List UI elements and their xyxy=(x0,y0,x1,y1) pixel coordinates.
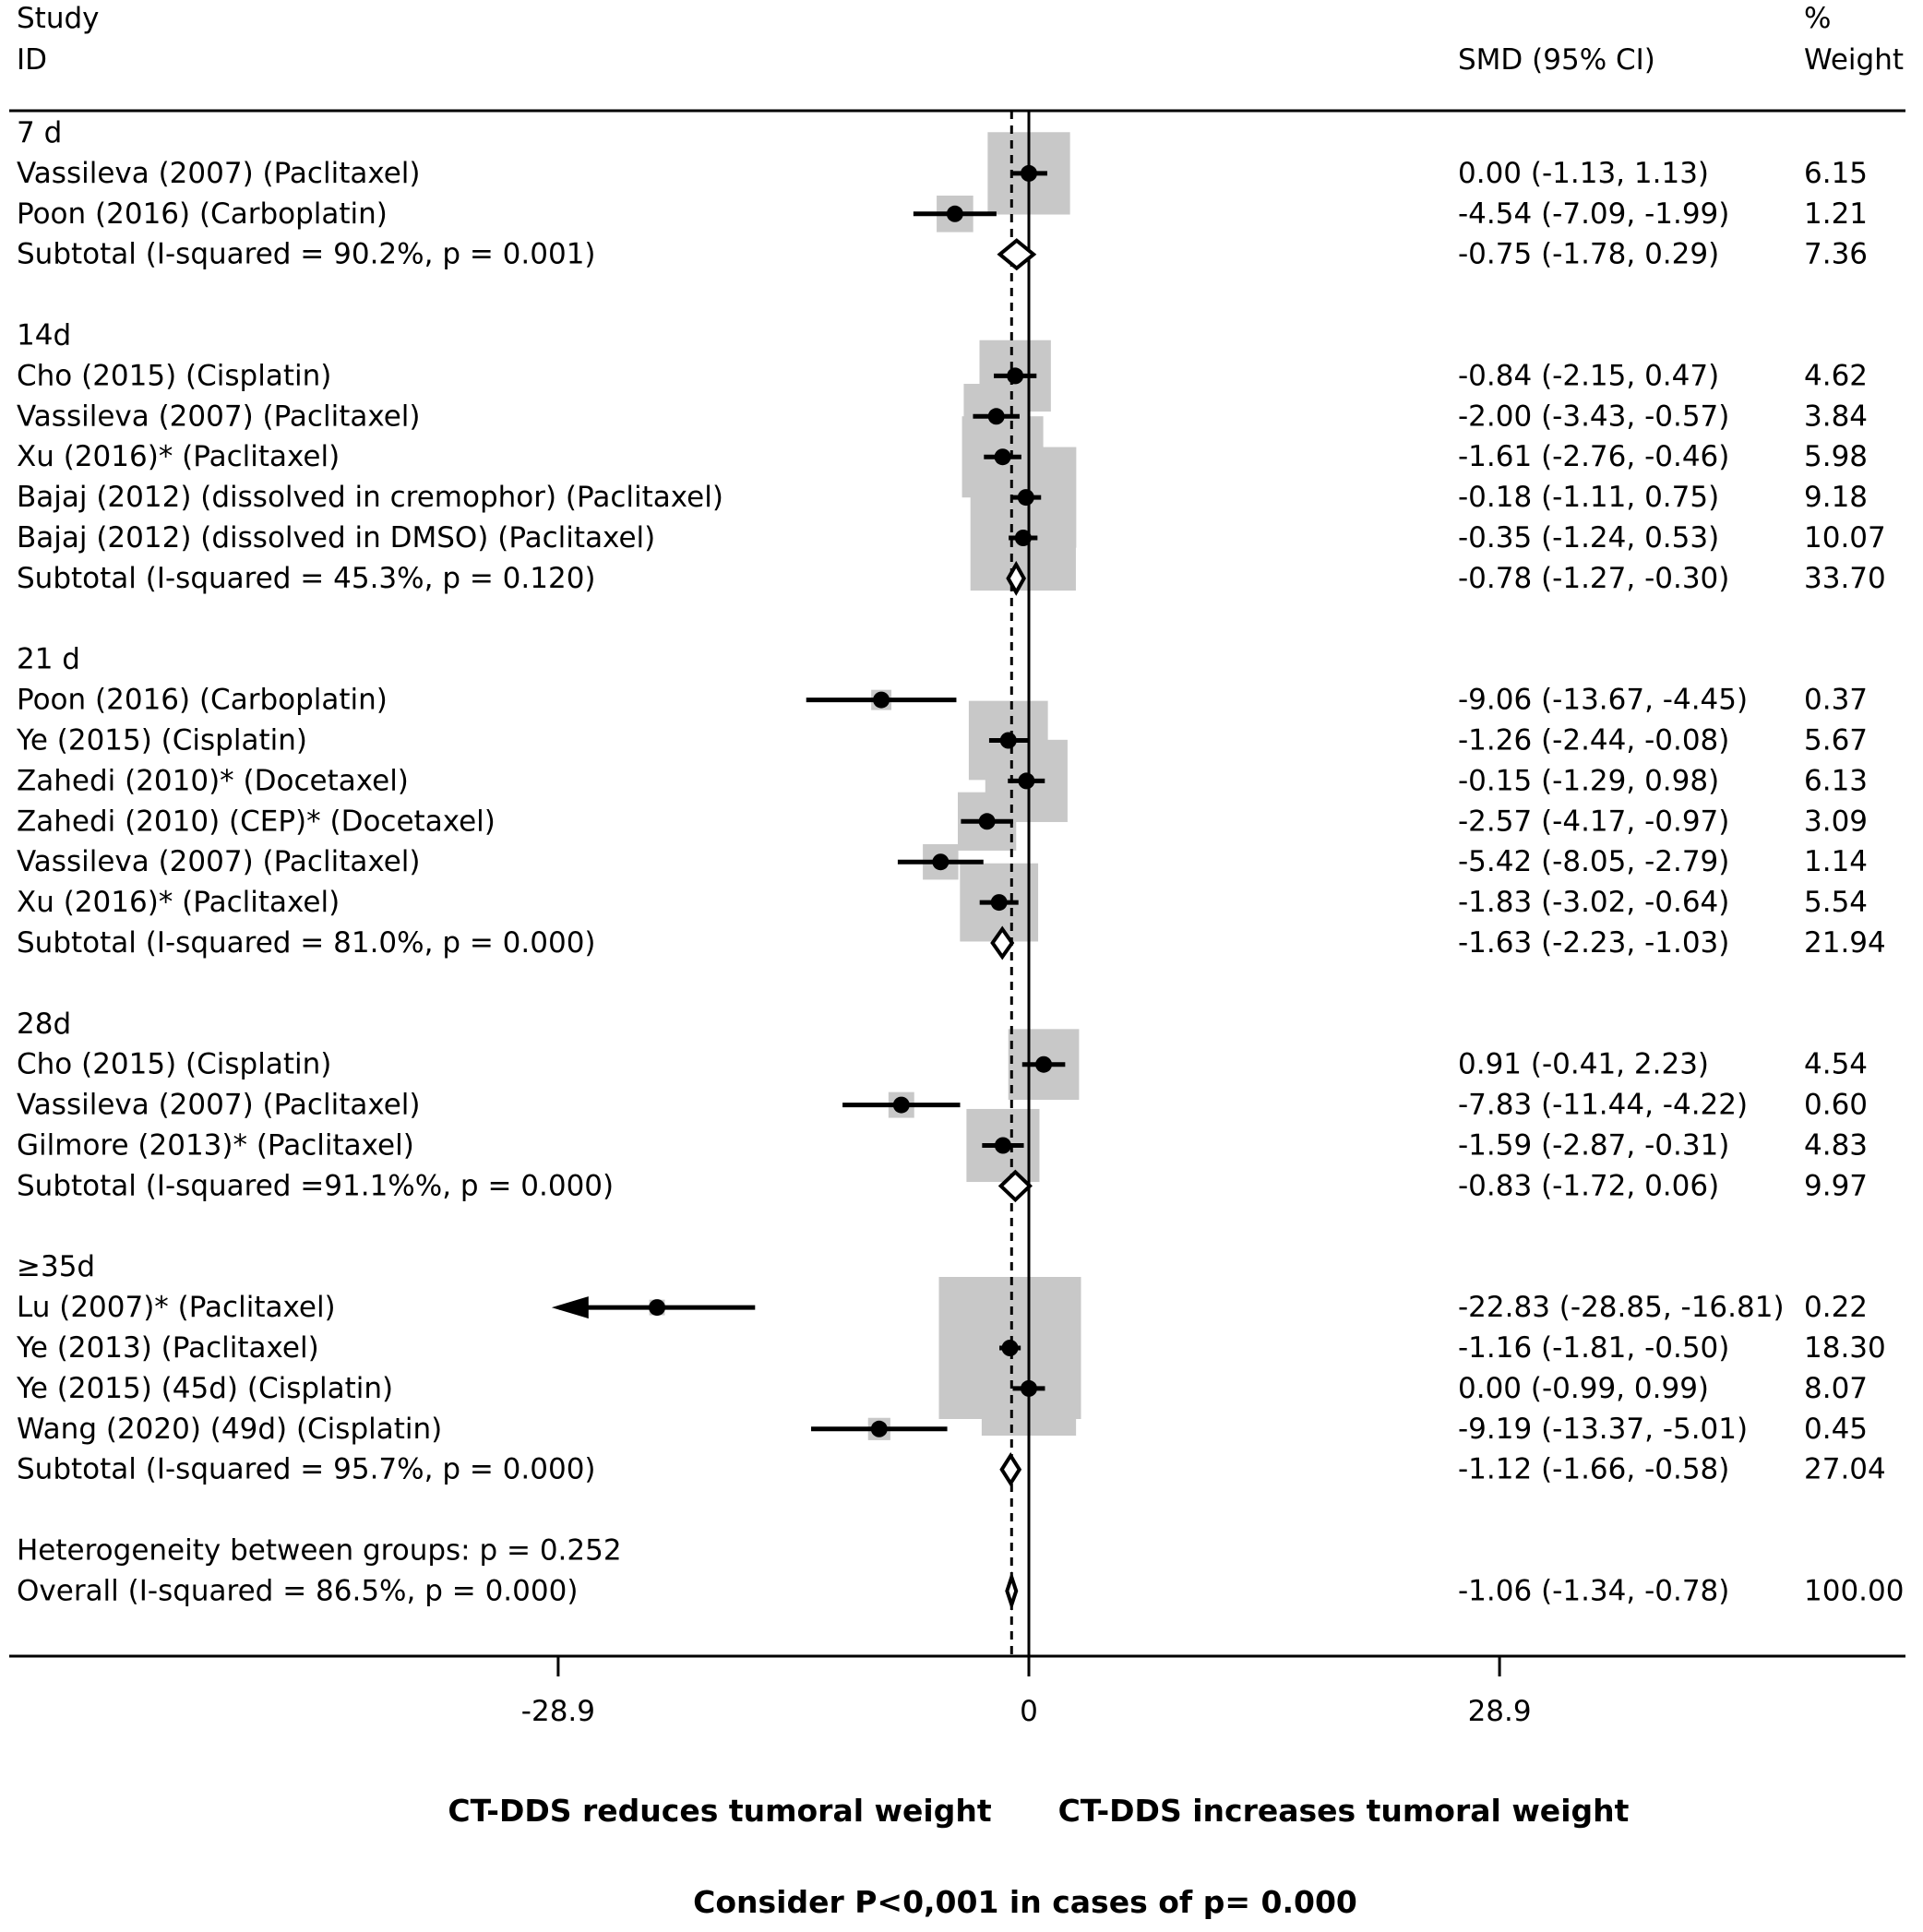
point-estimate xyxy=(988,408,1005,424)
ci-value: -0.75 (-1.78, 0.29) xyxy=(1458,237,1720,271)
study-label: Xu (2016)* (Paclitaxel) xyxy=(17,886,340,920)
study-label: Ye (2015) (Cisplatin) xyxy=(17,723,307,757)
point-estimate xyxy=(1015,530,1032,546)
weight-boxes xyxy=(650,132,1081,1440)
study-label: Poon (2016) (Carboplatin) xyxy=(17,197,388,231)
weight-value: 5.67 xyxy=(1804,723,1869,757)
point-estimate xyxy=(871,1421,888,1437)
ci-value: -1.16 (-1.81, -0.50) xyxy=(1458,1331,1730,1365)
ci-value: -9.19 (-13.37, -5.01) xyxy=(1458,1412,1749,1446)
weight-header-line2: Weight xyxy=(1804,43,1905,77)
ci-value: -4.54 (-7.09, -1.99) xyxy=(1458,197,1730,231)
study-label: Cho (2015) (Cisplatin) xyxy=(17,1047,332,1081)
study-label: Xu (2016)* (Paclitaxel) xyxy=(17,440,340,474)
study-header-line2: ID xyxy=(17,43,48,77)
point-estimate xyxy=(893,1097,910,1114)
study-header-line1: Study xyxy=(17,2,100,35)
study-label: Subtotal (I-squared =91.1%%, p = 0.000) xyxy=(17,1169,615,1203)
group-label: 21 d xyxy=(17,642,80,676)
point-estimate xyxy=(649,1299,665,1316)
point-estimate xyxy=(1007,367,1023,384)
study-label: Subtotal (I-squared = 45.3%, p = 0.120) xyxy=(17,561,596,595)
point-estimate xyxy=(991,894,1008,911)
weight-value: 0.45 xyxy=(1804,1412,1869,1446)
point-estimate xyxy=(979,813,996,829)
point-estimate xyxy=(1021,1380,1037,1397)
point-estimate xyxy=(995,448,1011,465)
ci-value: -7.83 (-11.44, -4.22) xyxy=(1458,1088,1749,1122)
weight-value: 10.07 xyxy=(1804,521,1886,555)
weight-value: 21.94 xyxy=(1804,926,1886,960)
point-estimate xyxy=(947,206,963,222)
ci-value: 0.91 (-0.41, 2.23) xyxy=(1458,1047,1710,1081)
weight-value: 4.83 xyxy=(1804,1128,1869,1163)
ci-value: -0.83 (-1.72, 0.06) xyxy=(1458,1169,1720,1203)
right-direction-label: CT-DDS increases tumoral weight xyxy=(1057,1793,1630,1829)
weight-value: 0.37 xyxy=(1804,683,1869,717)
weight-value: 5.54 xyxy=(1804,886,1869,920)
left-direction-label: CT-DDS reduces tumoral weight xyxy=(448,1793,992,1829)
study-label: Gilmore (2013)* (Paclitaxel) xyxy=(17,1128,414,1163)
x-tick-label: 28.9 xyxy=(1467,1695,1532,1728)
study-label: Zahedi (2010) (CEP)* (Docetaxel) xyxy=(17,805,496,839)
weight-value: 33.70 xyxy=(1804,561,1886,595)
study-label: Overall (I-squared = 86.5%, p = 0.000) xyxy=(17,1574,579,1608)
ci-value: -0.35 (-1.24, 0.53) xyxy=(1458,521,1720,555)
point-estimate xyxy=(1018,489,1034,506)
ci-value: 0.00 (-1.13, 1.13) xyxy=(1458,156,1710,190)
point-estimate xyxy=(1018,772,1034,789)
ci-value: -1.59 (-2.87, -0.31) xyxy=(1458,1128,1730,1163)
study-label: Bajaj (2012) (dissolved in cremophor) (Paclitaxel) xyxy=(17,481,723,515)
weight-value: 0.22 xyxy=(1804,1291,1869,1325)
point-estimate xyxy=(873,692,890,709)
weight-value: 4.54 xyxy=(1804,1047,1869,1081)
point-estimate xyxy=(1035,1056,1052,1073)
ci-value: -1.63 (-2.23, -1.03) xyxy=(1458,926,1730,960)
ci-value: -0.84 (-2.15, 0.47) xyxy=(1458,359,1720,393)
weight-value: 5.98 xyxy=(1804,440,1869,474)
weight-value: 9.97 xyxy=(1804,1169,1869,1203)
point-estimate xyxy=(995,1138,1011,1154)
group-label: ≥35d xyxy=(17,1250,96,1284)
weight-value: 27.04 xyxy=(1804,1452,1886,1486)
heterogeneity-text: Heterogeneity between groups: p = 0.252 xyxy=(17,1533,622,1568)
weight-value: 3.09 xyxy=(1804,805,1869,839)
study-label: Vassileva (2007) (Paclitaxel) xyxy=(17,156,421,190)
ci-value: -2.00 (-3.43, -0.57) xyxy=(1458,400,1730,434)
ci-value: -1.06 (-1.34, -0.78) xyxy=(1458,1574,1730,1608)
x-tick-label: -28.9 xyxy=(520,1695,596,1728)
point-estimate xyxy=(1002,1340,1019,1356)
study-label: Ye (2013) (Paclitaxel) xyxy=(17,1331,319,1365)
weight-header-line1: % xyxy=(1804,2,1832,35)
study-label: Cho (2015) (Cisplatin) xyxy=(17,359,332,393)
study-label: Subtotal (I-squared = 90.2%, p = 0.001) xyxy=(17,237,596,271)
ci-value: -1.61 (-2.76, -0.46) xyxy=(1458,440,1730,474)
study-label: Subtotal (I-squared = 81.0%, p = 0.000) xyxy=(17,926,596,960)
study-label: Zahedi (2010)* (Docetaxel) xyxy=(17,764,409,798)
x-tick-label: 0 xyxy=(1020,1695,1038,1728)
study-label: Poon (2016) (Carboplatin) xyxy=(17,683,388,717)
group-label: 28d xyxy=(17,1007,72,1041)
study-label: Bajaj (2012) (dissolved in DMSO) (Paclitaxel) xyxy=(17,521,656,555)
weight-value: 4.62 xyxy=(1804,359,1869,393)
ci-value: 0.00 (-0.99, 0.99) xyxy=(1458,1371,1710,1405)
study-label: Subtotal (I-squared = 95.7%, p = 0.000) xyxy=(17,1452,596,1486)
pooled-diamond xyxy=(1002,1456,1020,1484)
weight-value: 1.21 xyxy=(1804,197,1869,231)
footnote: Consider P<0,001 in cases of p= 0.000 xyxy=(693,1884,1357,1920)
study-label: Lu (2007)* (Paclitaxel) xyxy=(17,1291,336,1325)
ci-value: -5.42 (-8.05, -2.79) xyxy=(1458,845,1730,879)
weight-value: 6.13 xyxy=(1804,764,1869,798)
weight-value: 18.30 xyxy=(1804,1331,1886,1365)
ci-value: -22.83 (-28.85, -16.81) xyxy=(1458,1291,1785,1325)
weight-value: 8.07 xyxy=(1804,1371,1869,1405)
ci-arrow xyxy=(552,1296,589,1318)
weight-value: 0.60 xyxy=(1804,1088,1869,1122)
weight-value: 100.00 xyxy=(1804,1574,1905,1608)
ci-value: -1.12 (-1.66, -0.58) xyxy=(1458,1452,1730,1486)
study-label: Vassileva (2007) (Paclitaxel) xyxy=(17,400,421,434)
weight-value: 3.84 xyxy=(1804,400,1869,434)
point-estimate xyxy=(932,853,949,870)
group-label: 14d xyxy=(17,318,72,352)
ci-value: -0.78 (-1.27, -0.30) xyxy=(1458,561,1730,595)
ci-value: -0.15 (-1.29, 0.98) xyxy=(1458,764,1720,798)
weight-value: 7.36 xyxy=(1804,237,1869,271)
smd-header: SMD (95% CI) xyxy=(1458,43,1655,77)
point-estimate xyxy=(1000,733,1017,749)
ci-value: -0.18 (-1.11, 0.75) xyxy=(1458,481,1720,515)
ci-value: -1.83 (-3.02, -0.64) xyxy=(1458,886,1730,920)
x-axis xyxy=(521,1656,1532,1728)
ci-value: -1.26 (-2.44, -0.08) xyxy=(1458,723,1730,757)
study-label: Vassileva (2007) (Paclitaxel) xyxy=(17,845,421,879)
ci-value: -9.06 (-13.67, -4.45) xyxy=(1458,683,1749,717)
point-estimate xyxy=(1021,165,1037,182)
weight-value: 9.18 xyxy=(1804,481,1869,515)
study-label: Ye (2015) (45d) (Cisplatin) xyxy=(17,1371,394,1405)
weight-value: 1.14 xyxy=(1804,845,1869,879)
weight-value: 6.15 xyxy=(1804,156,1869,190)
study-label: Vassileva (2007) (Paclitaxel) xyxy=(17,1088,421,1122)
ci-value: -2.57 (-4.17, -0.97) xyxy=(1458,805,1730,839)
pooled-diamond xyxy=(1007,1577,1016,1604)
study-label: Wang (2020) (49d) (Cisplatin) xyxy=(17,1412,443,1446)
group-label: 7 d xyxy=(17,116,63,149)
